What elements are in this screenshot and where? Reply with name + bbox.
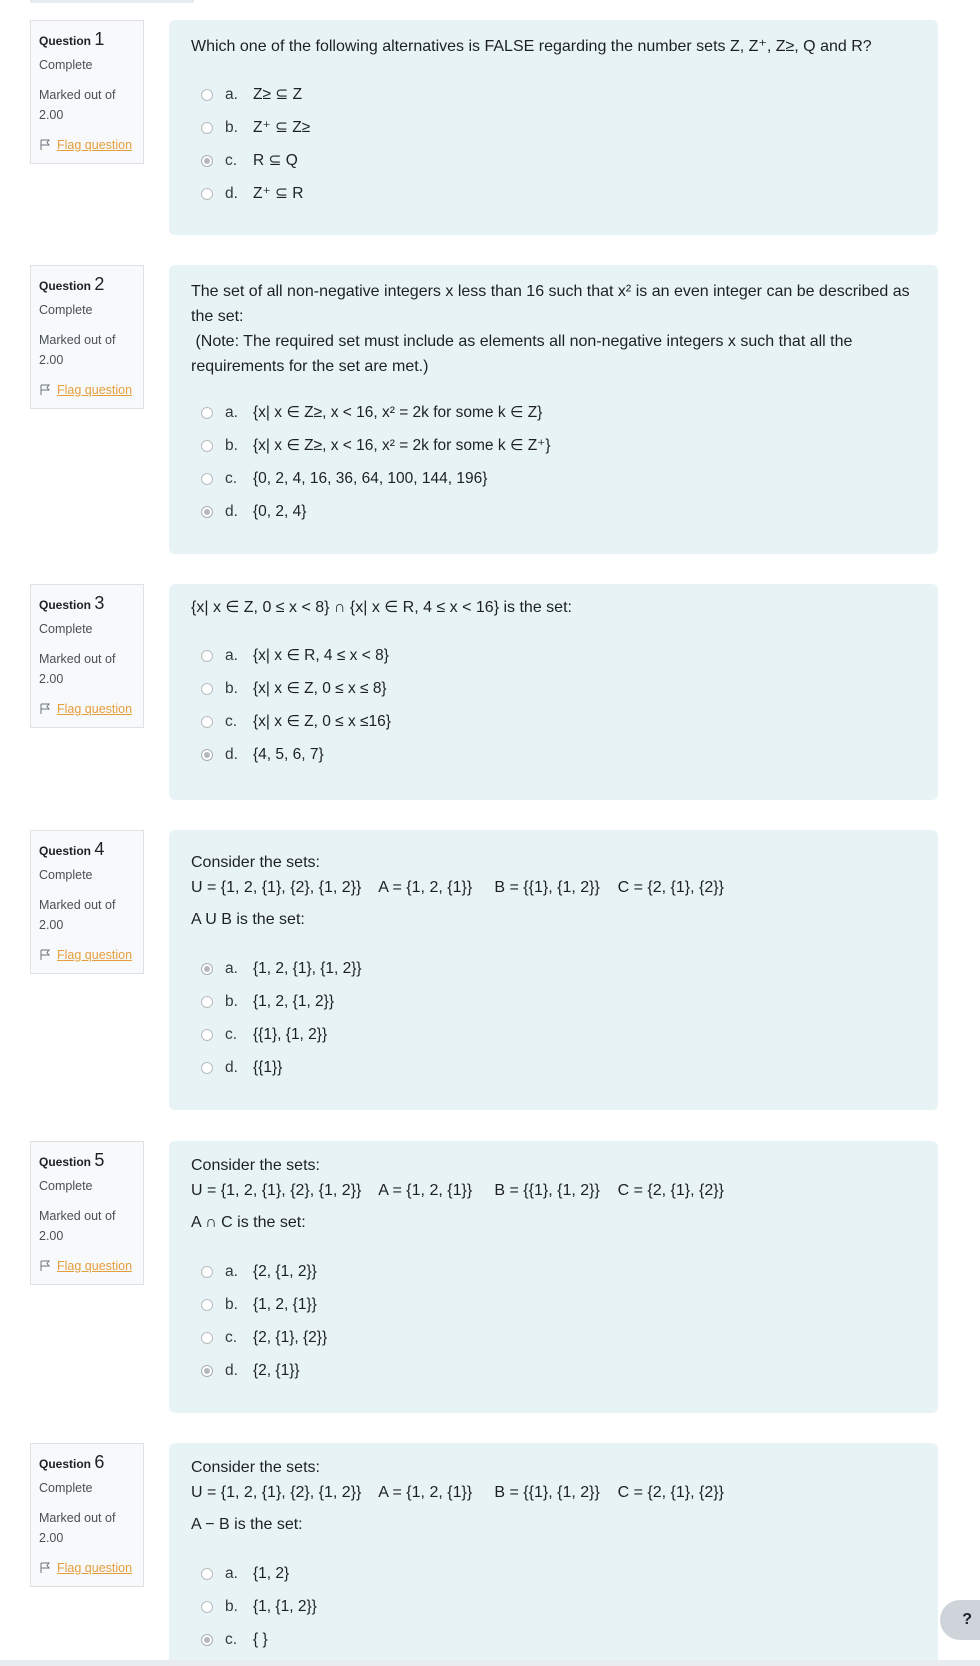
answer-list bbox=[191, 1557, 916, 1656]
question-text-line: Consider the sets: bbox=[191, 854, 320, 871]
answer-letter: c. bbox=[225, 469, 238, 487]
answer-letter: c. bbox=[225, 1328, 238, 1346]
question-state: Complete bbox=[39, 868, 93, 882]
radio-icon[interactable] bbox=[201, 155, 213, 167]
answer-text: Z⁺ ⊆ Z≥ bbox=[253, 119, 311, 136]
answer-text: {1, 2, {1}, {1, 2}} bbox=[253, 959, 362, 977]
answer-text: {1, 2, {1}} bbox=[253, 1295, 317, 1313]
help-button[interactable] bbox=[940, 1600, 980, 1640]
answer-text: Z⁺ ⊆ R bbox=[253, 185, 304, 202]
question-info bbox=[30, 1141, 144, 1285]
question-text bbox=[191, 595, 916, 620]
question-text bbox=[191, 1153, 916, 1243]
question-number bbox=[39, 1150, 135, 1172]
question-label: Question bbox=[39, 1457, 92, 1471]
answer-option[interactable] bbox=[191, 1255, 916, 1288]
answer-option[interactable] bbox=[191, 639, 916, 672]
answer-letter: b. bbox=[225, 436, 238, 454]
answer-option[interactable] bbox=[191, 144, 916, 177]
question-state: Complete bbox=[39, 622, 93, 636]
radio-icon[interactable] bbox=[201, 1332, 213, 1344]
question-content bbox=[169, 584, 938, 800]
answer-text: {x| x ∈ Z, 0 ≤ x ≤16} bbox=[253, 713, 391, 730]
answer-option[interactable] bbox=[191, 1557, 916, 1590]
question-label: Question bbox=[39, 598, 92, 612]
flag-question-link[interactable]: Flag question bbox=[57, 138, 133, 152]
grade-value: 2.00 bbox=[39, 918, 64, 932]
question-number-value: 1 bbox=[94, 29, 105, 49]
grade-label: Marked out of bbox=[39, 1511, 116, 1525]
answer-option[interactable] bbox=[191, 1321, 916, 1354]
question-info bbox=[30, 830, 144, 974]
radio-icon[interactable] bbox=[201, 1365, 213, 1377]
answer-letter: b. bbox=[225, 1597, 238, 1615]
answer-list bbox=[191, 639, 916, 771]
question-text-line: A U B is the set: bbox=[191, 911, 305, 928]
grade-value: 2.00 bbox=[39, 672, 64, 686]
answer-letter: c. bbox=[225, 712, 238, 730]
radio-icon[interactable] bbox=[201, 1601, 213, 1613]
answer-text: {{1}} bbox=[253, 1058, 283, 1076]
question-text-line: Consider the sets: bbox=[191, 1157, 320, 1174]
help-button-label: ? bbox=[962, 1611, 972, 1628]
answer-text: {2, {1, 2}} bbox=[253, 1262, 317, 1280]
grade-label: Marked out of bbox=[39, 898, 116, 912]
radio-icon[interactable] bbox=[201, 963, 213, 975]
question-text bbox=[191, 1455, 916, 1545]
answer-letter: b. bbox=[225, 992, 238, 1010]
answer-letter: b. bbox=[225, 1295, 238, 1313]
flag-icon bbox=[39, 384, 51, 396]
answer-option[interactable] bbox=[191, 429, 916, 462]
answer-option[interactable] bbox=[191, 111, 916, 144]
answer-text: {x| x ∈ Z≥, x < 16, x² = 2k for some k ∈ Z} bbox=[253, 404, 543, 421]
answer-option[interactable] bbox=[191, 952, 916, 985]
answer-letter: a. bbox=[225, 646, 238, 664]
radio-icon[interactable] bbox=[201, 1634, 213, 1646]
flag-question-link[interactable]: Flag question bbox=[57, 1561, 133, 1575]
question-text bbox=[191, 850, 916, 940]
answer-letter: d. bbox=[225, 184, 238, 202]
answer-option[interactable] bbox=[191, 1288, 916, 1321]
grade-value: 2.00 bbox=[39, 353, 64, 367]
flag-question[interactable] bbox=[39, 1258, 135, 1274]
grade-value: 2.00 bbox=[39, 1229, 64, 1243]
answer-option[interactable] bbox=[191, 1051, 916, 1084]
answer-list bbox=[191, 396, 916, 528]
radio-icon[interactable] bbox=[201, 407, 213, 419]
question-info bbox=[30, 584, 144, 728]
radio-icon[interactable] bbox=[201, 188, 213, 200]
question-grade bbox=[39, 649, 135, 689]
question-label: Question bbox=[39, 34, 92, 48]
question-number-value: 3 bbox=[94, 593, 105, 613]
radio-icon[interactable] bbox=[201, 1062, 213, 1074]
question-content bbox=[169, 265, 938, 554]
question-text-line: U = {1, 2, {1}, {2}, {1, 2}} A = {1, 2, {1}} B = {{1}, {1, 2}} C = {2, {1}, {2}} bbox=[191, 879, 724, 896]
flag-question-link[interactable]: Flag question bbox=[57, 383, 133, 397]
question-number bbox=[39, 593, 135, 615]
question-text-line: {x| x ∈ Z, 0 ≤ x < 8} ∩ {x| x ∈ R, 4 ≤ x < 16} is the set: bbox=[191, 599, 572, 616]
question-number-value: 5 bbox=[94, 1150, 105, 1170]
answer-text: Z≥ ⊆ Z bbox=[253, 86, 303, 103]
answer-text: {1, {1, 2}} bbox=[253, 1597, 317, 1615]
grade-value: 2.00 bbox=[39, 108, 64, 122]
grade-label: Marked out of bbox=[39, 652, 116, 666]
flag-question[interactable] bbox=[39, 137, 135, 153]
answer-list bbox=[191, 78, 916, 210]
radio-icon[interactable] bbox=[201, 440, 213, 452]
answer-option[interactable] bbox=[191, 462, 916, 495]
question-text-line: U = {1, 2, {1}, {2}, {1, 2}} A = {1, 2, {1}} B = {{1}, {1, 2}} C = {2, {1}, {2}} bbox=[191, 1182, 724, 1199]
question-state: Complete bbox=[39, 1179, 93, 1193]
answer-text: {2, {1}} bbox=[253, 1361, 300, 1379]
question-grade bbox=[39, 330, 135, 370]
question-number bbox=[39, 274, 135, 296]
answer-text: {4, 5, 6, 7} bbox=[253, 745, 324, 763]
answer-letter: c. bbox=[225, 1025, 238, 1043]
answer-text: {{1}, {1, 2}} bbox=[253, 1025, 328, 1043]
flag-icon bbox=[39, 1562, 51, 1574]
answer-option[interactable] bbox=[191, 1590, 916, 1623]
question-info bbox=[30, 265, 144, 409]
flag-icon bbox=[39, 949, 51, 961]
answer-option[interactable] bbox=[191, 1354, 916, 1387]
radio-icon[interactable] bbox=[201, 1266, 213, 1278]
answer-letter: c. bbox=[225, 1630, 238, 1648]
answer-letter: b. bbox=[225, 679, 238, 697]
answer-letter: a. bbox=[225, 85, 238, 103]
answer-option[interactable] bbox=[191, 177, 916, 210]
question-content bbox=[169, 830, 938, 1110]
radio-icon[interactable] bbox=[201, 1568, 213, 1580]
flag-question-link[interactable]: Flag question bbox=[57, 948, 133, 962]
question-content bbox=[169, 1141, 938, 1413]
radio-icon[interactable] bbox=[201, 683, 213, 695]
answer-letter: b. bbox=[225, 118, 238, 136]
radio-icon[interactable] bbox=[201, 89, 213, 101]
question-text bbox=[191, 34, 916, 59]
question-grade bbox=[39, 895, 135, 935]
radio-icon[interactable] bbox=[201, 749, 213, 761]
radio-icon[interactable] bbox=[201, 473, 213, 485]
answer-list bbox=[191, 1255, 916, 1387]
question-number bbox=[39, 29, 135, 51]
flag-question[interactable] bbox=[39, 1560, 135, 1576]
answer-option[interactable] bbox=[191, 1623, 916, 1656]
answer-letter: d. bbox=[225, 502, 238, 520]
question-content bbox=[169, 1443, 938, 1666]
answer-letter: a. bbox=[225, 959, 238, 977]
answer-letter: a. bbox=[225, 403, 238, 421]
answer-letter: d. bbox=[225, 1058, 238, 1076]
question-state: Complete bbox=[39, 1481, 93, 1495]
flag-question[interactable] bbox=[39, 947, 135, 963]
question-state: Complete bbox=[39, 58, 93, 72]
flag-question[interactable] bbox=[39, 382, 135, 398]
question-text-line: A − B is the set: bbox=[191, 1516, 303, 1533]
answer-text: R ⊆ Q bbox=[253, 152, 298, 169]
radio-icon[interactable] bbox=[201, 996, 213, 1008]
question-content bbox=[169, 20, 938, 235]
answer-letter: a. bbox=[225, 1262, 238, 1280]
question-text-line: The set of all non-negative integers x less than 16 such that x² is an even integer can be described as the set: bbox=[191, 283, 915, 325]
question-label: Question bbox=[39, 1155, 92, 1169]
answer-text: {1, 2, {1, 2}} bbox=[253, 992, 335, 1010]
answer-option[interactable] bbox=[191, 705, 916, 738]
flag-icon bbox=[39, 1260, 51, 1272]
flag-icon bbox=[39, 139, 51, 151]
question-grade bbox=[39, 1508, 135, 1548]
question-info bbox=[30, 1443, 144, 1587]
radio-icon[interactable] bbox=[201, 122, 213, 134]
answer-text: {x| x ∈ Z≥, x < 16, x² = 2k for some k ∈ Z⁺} bbox=[253, 437, 551, 454]
answer-option[interactable] bbox=[191, 396, 916, 429]
question-text-line: A ∩ C is the set: bbox=[191, 1214, 306, 1231]
answer-text: {2, {1}, {2}} bbox=[253, 1328, 328, 1346]
answer-text: {x| x ∈ R, 4 ≤ x < 8} bbox=[253, 647, 389, 664]
question-info bbox=[30, 20, 144, 164]
question-number bbox=[39, 1452, 135, 1474]
answer-text: {0, 2, 4, 16, 36, 64, 100, 144, 196} bbox=[253, 469, 488, 487]
flag-question-link[interactable]: Flag question bbox=[57, 702, 133, 716]
answer-option[interactable] bbox=[191, 495, 916, 528]
top-divider bbox=[30, 0, 194, 3]
answer-list bbox=[191, 952, 916, 1084]
flag-question[interactable] bbox=[39, 701, 135, 717]
answer-option[interactable] bbox=[191, 1018, 916, 1051]
question-grade bbox=[39, 85, 135, 125]
answer-letter: d. bbox=[225, 745, 238, 763]
radio-icon[interactable] bbox=[201, 650, 213, 662]
radio-icon[interactable] bbox=[201, 716, 213, 728]
radio-icon[interactable] bbox=[201, 1299, 213, 1311]
question-number-value: 2 bbox=[94, 274, 105, 294]
question-label: Question bbox=[39, 844, 92, 858]
question-text bbox=[191, 279, 916, 379]
answer-option[interactable] bbox=[191, 672, 916, 705]
grade-label: Marked out of bbox=[39, 333, 116, 347]
grade-label: Marked out of bbox=[39, 88, 116, 102]
question-grade bbox=[39, 1206, 135, 1246]
answer-option[interactable] bbox=[191, 738, 916, 771]
radio-icon[interactable] bbox=[201, 506, 213, 518]
radio-icon[interactable] bbox=[201, 1029, 213, 1041]
question-text-line: Consider the sets: bbox=[191, 1459, 320, 1476]
answer-text: { } bbox=[253, 1630, 268, 1648]
answer-option[interactable] bbox=[191, 78, 916, 111]
answer-text: {x| x ∈ Z, 0 ≤ x ≤ 8} bbox=[253, 680, 387, 697]
answer-letter: c. bbox=[225, 151, 238, 169]
question-text-line: U = {1, 2, {1}, {2}, {1, 2}} A = {1, 2, {1}} B = {{1}, {1, 2}} C = {2, {1}, {2}} bbox=[191, 1484, 724, 1501]
question-number-value: 6 bbox=[94, 1452, 105, 1472]
question-number-value: 4 bbox=[94, 839, 105, 859]
answer-text: {1, 2} bbox=[253, 1564, 290, 1582]
flag-question-link[interactable]: Flag question bbox=[57, 1259, 133, 1273]
question-number bbox=[39, 839, 135, 861]
answer-text: {0, 2, 4} bbox=[253, 502, 307, 520]
grade-label: Marked out of bbox=[39, 1209, 116, 1223]
question-text-line: (Note: The required set must include as elements all non-negative integers x such that all the requirements for the set are met.) bbox=[191, 333, 857, 375]
answer-letter: d. bbox=[225, 1361, 238, 1379]
question-state: Complete bbox=[39, 303, 93, 317]
bottom-divider bbox=[0, 1660, 980, 1666]
grade-value: 2.00 bbox=[39, 1531, 64, 1545]
answer-option[interactable] bbox=[191, 985, 916, 1018]
question-text-line: Which one of the following alternatives is FALSE regarding the number sets Z, Z⁺, Z≥, Q and R? bbox=[191, 38, 872, 55]
flag-icon bbox=[39, 703, 51, 715]
question-label: Question bbox=[39, 279, 92, 293]
answer-letter: a. bbox=[225, 1564, 238, 1582]
